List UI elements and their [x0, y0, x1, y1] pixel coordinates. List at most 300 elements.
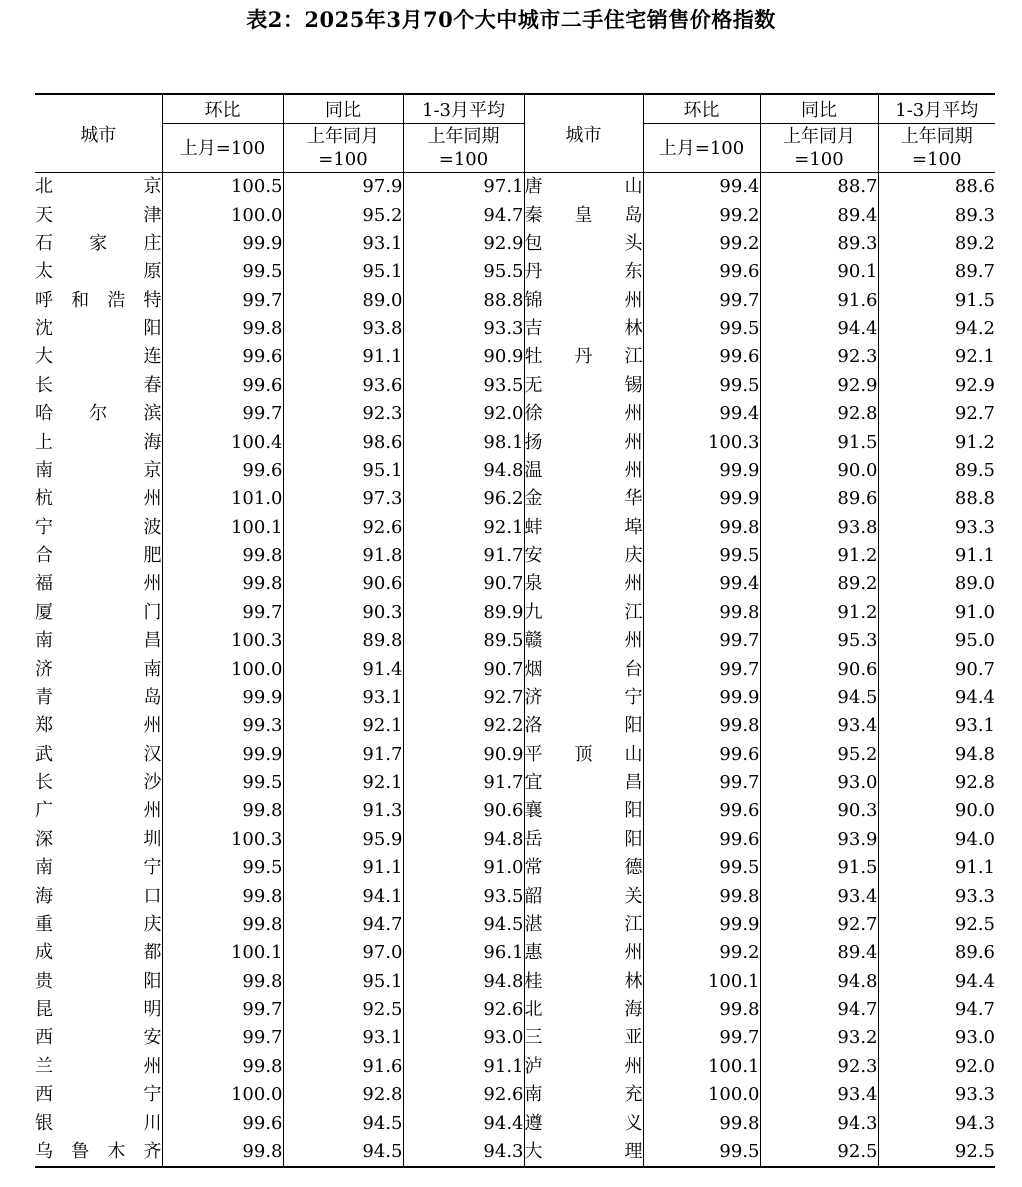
avg-value-cell: 89.5: [954, 459, 995, 481]
avg-value-cell: 94.8: [403, 968, 524, 996]
city-name-cell: 北海: [524, 996, 643, 1024]
avg-value-cell: 94.4: [954, 686, 995, 708]
mom-value-cell: 99.7: [162, 400, 283, 428]
table-row: [35, 372, 995, 400]
mom-value-cell: 99.4: [643, 173, 760, 202]
mom-value-cell: 99.6: [643, 258, 760, 286]
table-row: [35, 741, 995, 769]
mom-value-cell: 99.8: [643, 514, 760, 542]
avg-value-cell: 93.5: [403, 372, 524, 400]
table-row: [35, 343, 995, 371]
avg-value-cell: 89.3: [954, 204, 995, 226]
mom-value-cell: 99.8: [162, 542, 283, 570]
avg-value-cell: 90.6: [403, 797, 524, 825]
mom-value-cell: 99.9: [643, 684, 760, 712]
mom-value-cell: 100.3: [643, 428, 760, 456]
city-name-cell: 吉林: [524, 315, 643, 343]
mom-value-cell: 99.8: [162, 882, 283, 910]
mom-value-cell: 100.4: [162, 428, 283, 456]
city-name-cell: 秦皇岛: [524, 201, 643, 229]
mom-value-cell: 99.9: [643, 485, 760, 513]
avg-value-cell: 91.7: [403, 542, 524, 570]
yoy-value-cell: 94.5: [283, 1138, 403, 1167]
table-row: [35, 258, 995, 286]
yoy-value-cell: 91.2: [760, 599, 878, 627]
city-name-cell: 石家庄: [35, 230, 162, 258]
mom-value-cell: 99.6: [643, 741, 760, 769]
mom-value-cell: 99.2: [643, 201, 760, 229]
yoy-value-cell: 89.3: [760, 230, 878, 258]
avg-value-cell: 90.0: [954, 800, 995, 822]
table-row: [35, 315, 995, 343]
yoy-value-cell: 92.1: [283, 769, 403, 797]
mom-value-cell: 99.7: [162, 996, 283, 1024]
city-name-cell: 杭州: [35, 485, 162, 513]
city-name-cell: 牡丹江: [524, 343, 643, 371]
mom-value-cell: 99.7: [643, 627, 760, 655]
avg-value-cell: 93.0: [403, 1024, 524, 1052]
avg-value-cell: 92.8: [954, 772, 995, 794]
city-name-cell: 襄阳: [524, 797, 643, 825]
avg-value-cell: 94.4: [403, 1109, 524, 1137]
avg-value-cell: 92.5: [954, 1140, 995, 1162]
mom-value-cell: 99.7: [643, 769, 760, 797]
city-name-cell: 武汉: [35, 741, 162, 769]
city-name-cell: 泉州: [524, 570, 643, 598]
mom-value-cell: 99.7: [162, 287, 283, 315]
city-name-cell: 安庆: [524, 542, 643, 570]
city-name-cell: 哈尔滨: [35, 400, 162, 428]
city-name-cell: 南宁: [35, 854, 162, 882]
header-yoy: 同比: [760, 94, 878, 124]
table-row: [35, 230, 995, 258]
yoy-value-cell: 95.2: [283, 201, 403, 229]
yoy-value-cell: 92.3: [760, 343, 878, 371]
table-row: [35, 826, 995, 854]
avg-value-cell: 97.1: [403, 173, 524, 202]
table-row: [35, 854, 995, 882]
yoy-value-cell: 90.3: [760, 797, 878, 825]
city-name-cell: 南京: [35, 457, 162, 485]
city-name-cell: 合肥: [35, 542, 162, 570]
yoy-value-cell: 91.8: [283, 542, 403, 570]
header-avg-base-line2: =100: [912, 149, 962, 170]
header-mom: 环比: [643, 94, 760, 124]
avg-value-cell: 91.7: [403, 769, 524, 797]
avg-value-cell: 96.1: [403, 939, 524, 967]
header-avg-base-line2: =100: [438, 149, 489, 170]
mom-value-cell: 100.0: [162, 655, 283, 683]
mom-value-cell: 99.7: [162, 599, 283, 627]
yoy-value-cell: 94.5: [283, 1109, 403, 1137]
city-name-cell: 太原: [35, 258, 162, 286]
yoy-value-cell: 92.1: [283, 712, 403, 740]
yoy-value-cell: 94.3: [760, 1109, 878, 1137]
yoy-value-cell: 95.1: [283, 968, 403, 996]
city-name-cell: 赣州: [524, 627, 643, 655]
mom-value-cell: 100.1: [643, 968, 760, 996]
price-index-table: [35, 93, 995, 1168]
avg-value-cell: 92.1: [954, 346, 995, 368]
avg-value-cell: 94.8: [954, 743, 995, 765]
city-name-cell: 蚌埠: [524, 514, 643, 542]
mom-value-cell: 99.5: [162, 854, 283, 882]
avg-value-cell: 92.5: [954, 913, 995, 935]
table-row: [35, 428, 995, 456]
city-name-cell: 宜昌: [524, 769, 643, 797]
avg-value-cell: 89.2: [954, 232, 995, 254]
city-name-cell: 济宁: [524, 684, 643, 712]
city-name-cell: 银川: [35, 1109, 162, 1137]
yoy-value-cell: 90.6: [283, 570, 403, 598]
avg-value-cell: 90.7: [403, 655, 524, 683]
table-row: [35, 400, 995, 428]
yoy-value-cell: 94.4: [760, 315, 878, 343]
mom-value-cell: 99.4: [643, 400, 760, 428]
header-yoy: 同比: [283, 94, 403, 124]
yoy-value-cell: 90.0: [760, 457, 878, 485]
table-row: [35, 968, 995, 996]
yoy-value-cell: 93.1: [283, 1024, 403, 1052]
yoy-value-cell: 97.0: [283, 939, 403, 967]
city-name-cell: 长沙: [35, 769, 162, 797]
mom-value-cell: 99.7: [643, 1024, 760, 1052]
city-name-cell: 三亚: [524, 1024, 643, 1052]
header-avg: 1-3月平均: [403, 94, 524, 124]
header-mom-base: 上月=100: [643, 124, 760, 173]
yoy-value-cell: 93.4: [760, 882, 878, 910]
yoy-value-cell: 95.1: [283, 258, 403, 286]
avg-value-cell: 89.9: [403, 599, 524, 627]
avg-value-cell: 93.3: [954, 516, 995, 538]
avg-value-cell: 92.6: [403, 996, 524, 1024]
yoy-value-cell: 90.3: [283, 599, 403, 627]
city-name-cell: 福州: [35, 570, 162, 598]
table-row: [35, 599, 995, 627]
mom-value-cell: 99.8: [643, 996, 760, 1024]
city-name-cell: 天津: [35, 201, 162, 229]
table-row: [35, 485, 995, 513]
table-body: [35, 173, 995, 1168]
avg-value-cell: 92.0: [403, 400, 524, 428]
mom-value-cell: 99.8: [162, 1053, 283, 1081]
header-yoy-base: [760, 124, 878, 173]
mom-value-cell: 99.8: [643, 882, 760, 910]
mom-value-cell: 99.9: [162, 741, 283, 769]
table-row: [35, 201, 995, 229]
city-name-cell: 上海: [35, 428, 162, 456]
yoy-value-cell: 89.8: [283, 627, 403, 655]
avg-value-cell: 93.3: [954, 885, 995, 907]
mom-value-cell: 100.0: [643, 1081, 760, 1109]
yoy-value-cell: 93.8: [760, 514, 878, 542]
avg-value-cell: 94.2: [954, 318, 995, 340]
table-row: [35, 797, 995, 825]
yoy-value-cell: 97.3: [283, 485, 403, 513]
city-name-cell: 西安: [35, 1024, 162, 1052]
avg-value-cell: 91.2: [954, 431, 995, 453]
mom-value-cell: 99.8: [643, 712, 760, 740]
yoy-value-cell: 91.7: [283, 741, 403, 769]
yoy-value-cell: 88.7: [760, 173, 878, 202]
mom-value-cell: 100.3: [162, 826, 283, 854]
mom-value-cell: 100.0: [162, 201, 283, 229]
yoy-value-cell: 89.0: [283, 287, 403, 315]
avg-value-cell: 89.5: [403, 627, 524, 655]
yoy-value-cell: 89.4: [760, 939, 878, 967]
avg-value-cell: 91.0: [403, 854, 524, 882]
mom-value-cell: 99.6: [162, 1109, 283, 1137]
city-name-cell: 贵阳: [35, 968, 162, 996]
mom-value-cell: 99.3: [162, 712, 283, 740]
mom-value-cell: 99.9: [643, 457, 760, 485]
mom-value-cell: 100.3: [162, 627, 283, 655]
page-title: 表2：2025年3月70个大中城市二手住宅销售价格指数: [246, 7, 776, 32]
table-row: [35, 1053, 995, 1081]
yoy-value-cell: 90.1: [760, 258, 878, 286]
header-avg: 1-3月平均: [878, 94, 995, 124]
avg-value-cell: 88.8: [954, 488, 995, 510]
table-row: [35, 939, 995, 967]
yoy-value-cell: 94.7: [760, 996, 878, 1024]
table-row: [35, 173, 995, 202]
avg-value-cell: 94.8: [403, 826, 524, 854]
table-row: [35, 627, 995, 655]
city-name-cell: 郑州: [35, 712, 162, 740]
table-row: [35, 514, 995, 542]
table-row: [35, 542, 995, 570]
avg-value-cell: 89.0: [954, 573, 995, 595]
mom-value-cell: 99.8: [162, 968, 283, 996]
avg-value-cell: 94.8: [403, 457, 524, 485]
avg-value-cell: 88.6: [954, 176, 995, 198]
yoy-value-cell: 93.2: [760, 1024, 878, 1052]
avg-value-cell: 91.1: [954, 545, 995, 567]
city-name-cell: 常德: [524, 854, 643, 882]
city-name-cell: 呼和浩特: [35, 287, 162, 315]
header-yoy-base-line2: =100: [318, 149, 368, 170]
mom-value-cell: 99.9: [643, 911, 760, 939]
table-row: [35, 684, 995, 712]
mom-value-cell: 101.0: [162, 485, 283, 513]
avg-value-cell: 92.6: [403, 1081, 524, 1109]
yoy-value-cell: 91.5: [760, 428, 878, 456]
mom-value-cell: 99.8: [162, 315, 283, 343]
avg-value-cell: 94.7: [954, 999, 995, 1021]
mom-value-cell: 99.5: [643, 315, 760, 343]
mom-value-cell: 99.6: [643, 343, 760, 371]
avg-value-cell: 91.0: [954, 601, 995, 623]
city-name-cell: 西宁: [35, 1081, 162, 1109]
mom-value-cell: 100.1: [643, 1053, 760, 1081]
mom-value-cell: 99.8: [162, 570, 283, 598]
mom-value-cell: 100.1: [162, 514, 283, 542]
yoy-value-cell: 94.8: [760, 968, 878, 996]
city-name-cell: 宁波: [35, 514, 162, 542]
yoy-value-cell: 92.9: [760, 372, 878, 400]
yoy-value-cell: 95.9: [283, 826, 403, 854]
header-city: 城市: [35, 94, 162, 173]
city-name-cell: 成都: [35, 939, 162, 967]
avg-value-cell: 94.0: [954, 828, 995, 850]
table-row: [35, 1081, 995, 1109]
table-row: [35, 996, 995, 1024]
avg-value-cell: 96.2: [403, 485, 524, 513]
mom-value-cell: 99.5: [643, 854, 760, 882]
avg-value-cell: 94.5: [403, 911, 524, 939]
city-name-cell: 海口: [35, 882, 162, 910]
avg-value-cell: 94.3: [403, 1138, 524, 1167]
city-name-cell: 沈阳: [35, 315, 162, 343]
city-name-cell: 遵义: [524, 1109, 643, 1137]
mom-value-cell: 99.4: [643, 570, 760, 598]
city-name-cell: 湛江: [524, 911, 643, 939]
yoy-value-cell: 92.6: [283, 514, 403, 542]
city-name-cell: 九江: [524, 599, 643, 627]
city-name-cell: 昆明: [35, 996, 162, 1024]
avg-value-cell: 93.1: [954, 715, 995, 737]
header-avg-base-line1: 上年同期: [900, 126, 973, 147]
avg-value-cell: 95.5: [403, 258, 524, 286]
city-name-cell: 徐州: [524, 400, 643, 428]
mom-value-cell: 99.7: [643, 287, 760, 315]
avg-value-cell: 90.9: [403, 741, 524, 769]
table-row: [35, 1109, 995, 1137]
header-avg-base: [878, 124, 995, 173]
mom-value-cell: 99.5: [643, 1138, 760, 1167]
yoy-value-cell: 93.1: [283, 684, 403, 712]
avg-value-cell: 92.1: [403, 514, 524, 542]
city-name-cell: 扬州: [524, 428, 643, 456]
avg-value-cell: 93.0: [954, 1027, 995, 1049]
avg-value-cell: 94.3: [954, 1112, 995, 1134]
yoy-value-cell: 91.3: [283, 797, 403, 825]
yoy-value-cell: 95.1: [283, 457, 403, 485]
avg-value-cell: 92.9: [954, 374, 995, 396]
header-yoy-base: [283, 124, 403, 173]
city-name-cell: 厦门: [35, 599, 162, 627]
mom-value-cell: 99.2: [643, 230, 760, 258]
yoy-value-cell: 91.4: [283, 655, 403, 683]
yoy-value-cell: 89.4: [760, 201, 878, 229]
mom-value-cell: 99.8: [162, 1138, 283, 1167]
avg-value-cell: 93.3: [403, 315, 524, 343]
mom-value-cell: 99.5: [643, 542, 760, 570]
yoy-value-cell: 98.6: [283, 428, 403, 456]
city-name-cell: 金华: [524, 485, 643, 513]
yoy-value-cell: 91.1: [283, 854, 403, 882]
avg-value-cell: 92.7: [954, 403, 995, 425]
avg-value-cell: 94.7: [403, 201, 524, 229]
table-row: [35, 287, 995, 315]
avg-value-cell: 94.4: [954, 970, 995, 992]
avg-value-cell: 92.9: [403, 230, 524, 258]
table-row: [35, 1138, 995, 1167]
yoy-value-cell: 95.2: [760, 741, 878, 769]
city-name-cell: 包头: [524, 230, 643, 258]
header-yoy-base-line2: =100: [794, 149, 844, 170]
table-row: [35, 655, 995, 683]
city-name-cell: 大连: [35, 343, 162, 371]
city-name-cell: 洛阳: [524, 712, 643, 740]
city-name-cell: 长春: [35, 372, 162, 400]
city-name-cell: 南充: [524, 1081, 643, 1109]
avg-value-cell: 92.7: [403, 684, 524, 712]
mom-value-cell: 99.9: [162, 684, 283, 712]
yoy-value-cell: 91.1: [283, 343, 403, 371]
table-row: [35, 882, 995, 910]
table-row: [35, 1024, 995, 1052]
city-name-cell: 岳阳: [524, 826, 643, 854]
yoy-value-cell: 90.6: [760, 655, 878, 683]
yoy-value-cell: 93.4: [760, 712, 878, 740]
mom-value-cell: 100.5: [162, 173, 283, 202]
mom-value-cell: 99.8: [162, 797, 283, 825]
city-name-cell: 深圳: [35, 826, 162, 854]
mom-value-cell: 99.8: [643, 599, 760, 627]
yoy-value-cell: 92.3: [283, 400, 403, 428]
avg-value-cell: 92.2: [403, 712, 524, 740]
avg-value-cell: 90.7: [954, 658, 995, 680]
yoy-value-cell: 89.6: [760, 485, 878, 513]
yoy-value-cell: 94.5: [760, 684, 878, 712]
yoy-value-cell: 95.3: [760, 627, 878, 655]
avg-value-cell: 91.1: [954, 857, 995, 879]
yoy-value-cell: 92.7: [760, 911, 878, 939]
city-name-cell: 青岛: [35, 684, 162, 712]
avg-value-cell: 90.7: [403, 570, 524, 598]
mom-value-cell: 100.1: [162, 939, 283, 967]
table-row: [35, 712, 995, 740]
avg-value-cell: 93.5: [403, 882, 524, 910]
mom-value-cell: 99.8: [162, 911, 283, 939]
yoy-value-cell: 91.6: [283, 1053, 403, 1081]
city-name-cell: 锦州: [524, 287, 643, 315]
yoy-value-cell: 94.7: [283, 911, 403, 939]
header-yoy-base-line1: 上年同月: [783, 126, 855, 147]
avg-value-cell: 90.9: [403, 343, 524, 371]
city-name-cell: 惠州: [524, 939, 643, 967]
mom-value-cell: 99.9: [162, 230, 283, 258]
city-name-cell: 济南: [35, 655, 162, 683]
avg-value-cell: 92.0: [954, 1055, 995, 1077]
avg-value-cell: 88.8: [403, 287, 524, 315]
city-name-cell: 兰州: [35, 1053, 162, 1081]
city-name-cell: 温州: [524, 457, 643, 485]
yoy-value-cell: 97.9: [283, 173, 403, 202]
header-mom: 环比: [162, 94, 283, 124]
header-mom-base: 上月=100: [162, 124, 283, 173]
city-name-cell: 韶关: [524, 882, 643, 910]
city-name-cell: 烟台: [524, 655, 643, 683]
mom-value-cell: 99.6: [162, 372, 283, 400]
yoy-value-cell: 91.6: [760, 287, 878, 315]
yoy-value-cell: 91.2: [760, 542, 878, 570]
header-city: 城市: [524, 94, 643, 173]
mom-value-cell: 99.2: [643, 939, 760, 967]
avg-value-cell: 91.5: [954, 289, 995, 311]
yoy-value-cell: 93.4: [760, 1081, 878, 1109]
mom-value-cell: 99.7: [643, 655, 760, 683]
mom-value-cell: 99.5: [643, 372, 760, 400]
yoy-value-cell: 89.2: [760, 570, 878, 598]
city-name-cell: 无锡: [524, 372, 643, 400]
yoy-value-cell: 92.3: [760, 1053, 878, 1081]
yoy-value-cell: 94.1: [283, 882, 403, 910]
yoy-value-cell: 92.8: [760, 400, 878, 428]
city-name-cell: 平顶山: [524, 741, 643, 769]
yoy-value-cell: 93.6: [283, 372, 403, 400]
